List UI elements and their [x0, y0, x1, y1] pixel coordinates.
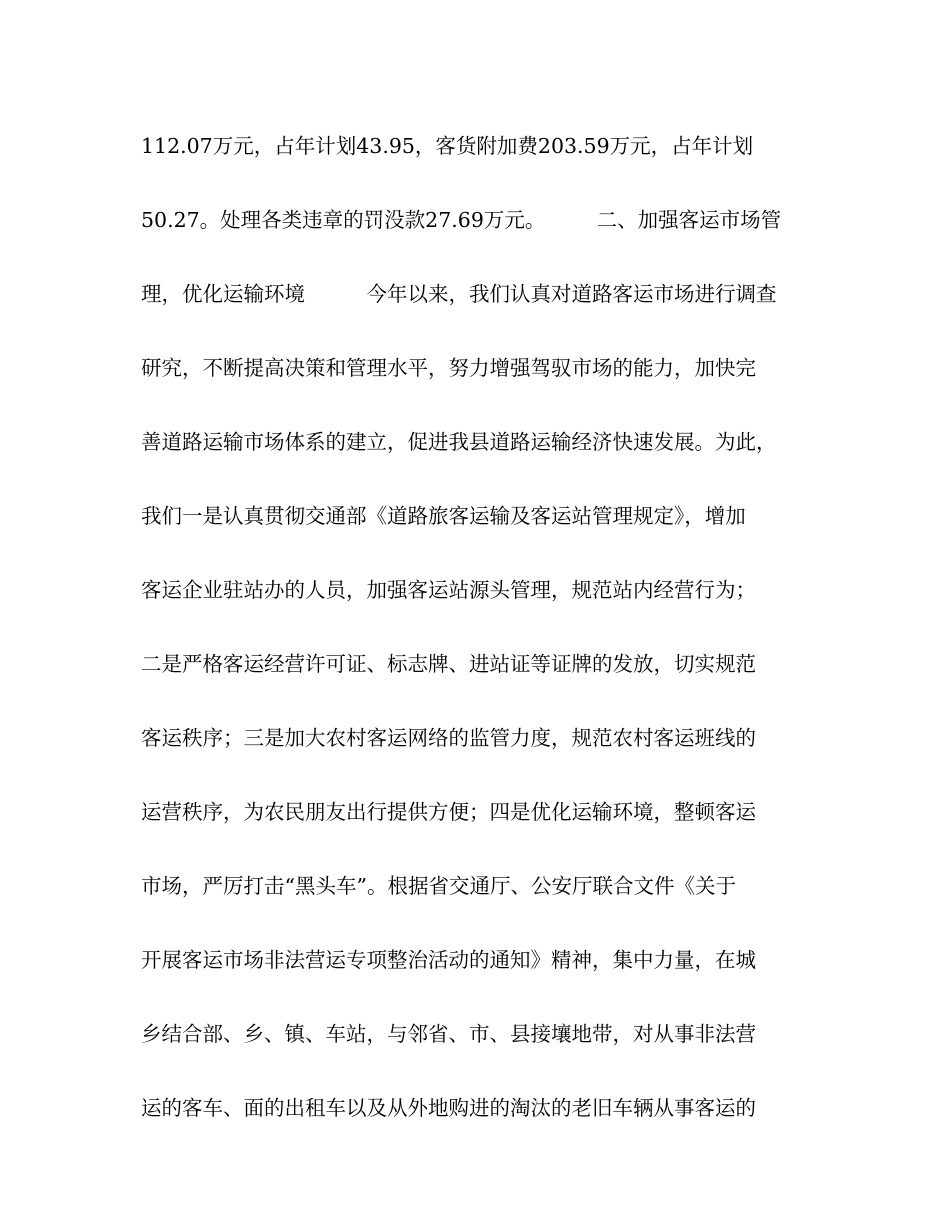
text-line: 运营秩序，为农民朋友出行提供方便；四是优化运输环境，整顿客运 [141, 800, 756, 824]
text-line: 客运秩序；三是加大农村客运网络的监管力度，规范农村客运班线的 [141, 726, 756, 750]
text-line: 善道路运输市场体系的建立，促进我县道路运输经济快速发展。为此， [141, 430, 777, 454]
text-line: 乡结合部、乡、镇、车站，与邻省、市、县接壤地带，对从事非法营 [141, 1022, 756, 1046]
text-line: 我们一是认真贯彻交通部《道路旅客运输及客运站管理规定》，增加 [141, 504, 746, 528]
text-line: 开展客运市场非法营运专项整治活动的通知》精神，集中力量，在城 [141, 948, 756, 972]
text-line: 理，优化运输环境 今年以来，我们认真对道路客运市场进行调查 [141, 282, 777, 306]
text-line: 112.07万元，占年计划43.95，客货附加费203.59万元，占年计划 [141, 134, 754, 158]
text-line: 研究，不断提高决策和管理水平，努力增强驾驭市场的能力，加快完 [141, 356, 756, 380]
body-text [141, 120, 811, 1156]
text-line: 客运企业驻站办的人员，加强客运站源头管理，规范站内经营行为； [141, 578, 756, 602]
text-line: 运的客车、面的出租车以及从外地购进的淘汰的老旧车辆从事客运的 [141, 1096, 756, 1120]
text-line: 市场，严厉打击“黑头车”。根据省交通厅、公安厅联合文件《关于 [141, 874, 736, 898]
text-line: 50.27。处理各类违章的罚没款27.69万元。 二、加强客运市场管 [141, 208, 782, 232]
text-line: 二是严格客运经营许可证、标志牌、进站证等证牌的发放，切实规范 [141, 652, 756, 676]
